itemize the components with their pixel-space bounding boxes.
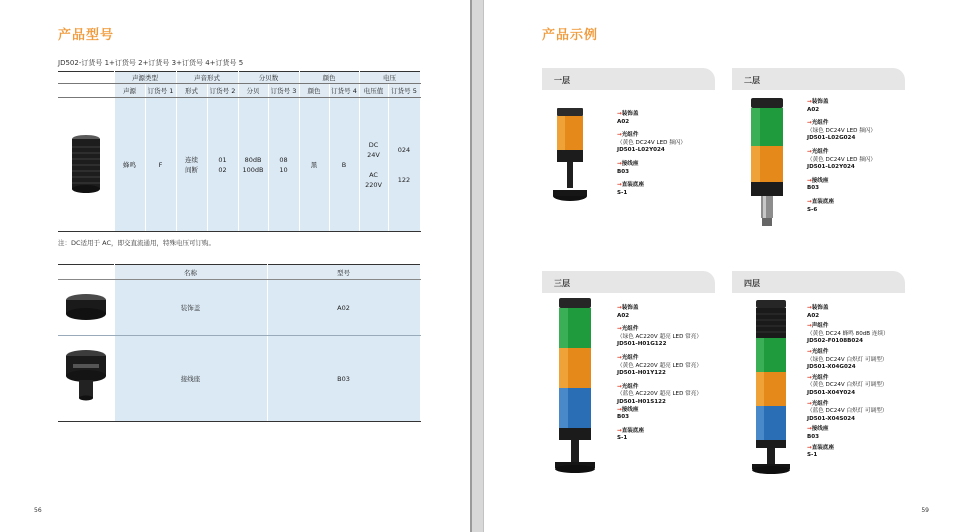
cell-color: 黑 [299,98,329,232]
arrow-icon: → [807,198,812,205]
group-header-voltage: 电压 [359,72,420,84]
description-line: （绿色 DC24V LED 频闪） [807,127,877,134]
description-line: JD501-X04S024 [807,415,856,422]
component-name: 光组件 [621,354,639,361]
arrow-icon: → [807,400,812,407]
description-line: JD502-F0108B024 [807,338,864,345]
cell-source: 蜂鸣 [114,98,145,232]
accessory-table [58,264,421,422]
cell-decibel [238,98,268,232]
arrow-icon: → [807,348,812,355]
buzzer-module-image [58,98,114,232]
voltage-ac: AC [369,170,378,179]
code2-value-2: 02 [218,165,227,174]
arrow-icon: → [617,427,622,434]
component-name: 光组件 [811,120,829,127]
description-line: （蓝色 AC220V 超亮 LED 常亮） [617,391,702,398]
description-line [617,326,702,334]
spec-image-header [58,72,114,84]
arrow-icon: → [807,99,812,105]
panel-tab-three-tier: 三层 [542,271,715,293]
component-name: 直装底座 [811,444,835,451]
description-line: B03 [617,168,630,175]
component-name: 光组件 [621,326,639,333]
description-line [617,182,686,190]
description-line: （绿色 DC24V 白炽灯 可调型） [807,356,888,363]
description-line: B03 [617,414,630,421]
cell-code5 [388,98,420,232]
decorative-cap-image [58,280,114,336]
group-header-color: 颜色 [299,72,359,84]
description-line: A02 [617,312,630,319]
panel-four-description [807,305,889,460]
signal-tower-image [546,108,596,208]
page-number-left: 56 [34,507,42,514]
description-line [807,149,876,157]
description-line [807,178,876,186]
description-line: A02 [807,106,820,113]
group-header-source-type: 声源类型 [114,72,176,84]
description-line [617,355,702,363]
subheader-source: 声源 [114,84,145,98]
component-name: 光组件 [621,383,639,390]
arrow-icon: → [617,305,622,311]
panel-one-description [617,111,686,197]
arrow-icon: → [617,326,622,333]
product-example-title: 产品示例 [542,28,599,43]
signal-tower-image [742,98,792,230]
description-line: （黄色 DC24V LED 频闪） [617,139,687,146]
panel-three-description [617,305,702,443]
arrow-icon: → [807,177,812,184]
description-line [807,120,876,128]
cell-code4: B [329,98,359,232]
subheader-code3: 订货号 3 [268,84,299,98]
arrow-icon: → [617,182,622,189]
subheader-form: 形式 [176,84,207,98]
component-name: 光组件 [811,400,829,407]
description-line: JD501-H01S122 [617,398,666,405]
right-page [484,0,963,532]
description-line [807,323,889,331]
component-name: 装饰盖 [621,111,639,117]
arrow-icon: → [617,354,622,361]
form-continuous: 连续 [185,155,198,164]
description-line [617,407,702,415]
accessory-header-model: 型号 [267,265,420,280]
code3-value-1: 08 [279,155,288,164]
spec-table [58,71,421,232]
description-line: （黄色 AC220V 超亮 LED 常亮） [617,362,702,369]
code5-value-1: 024 [397,145,411,154]
component-name: 接线座 [621,160,639,167]
accessory-name: 接线座 [114,336,267,422]
description-line: JD501-X04Y024 [807,389,856,396]
subheader-decibel: 分贝 [238,84,268,98]
form-intermittent: 间断 [185,165,198,174]
accessory-model: A02 [267,280,420,336]
left-page [0,0,470,532]
description-line: JD501-L02Y024 [807,164,855,171]
description-line [807,349,889,357]
cell-code3 [268,98,299,232]
code2-value-1: 01 [218,155,227,164]
description-line [617,428,702,436]
cell-code2 [207,98,238,232]
component-name: 装饰盖 [621,305,639,311]
decibel-value-1: 80dB [244,155,262,164]
description-line: S-1 [617,189,628,196]
description-line: JD501-H01G122 [617,341,667,348]
component-name: 直装底座 [621,427,645,434]
arrow-icon: → [807,444,812,451]
subheader-color: 颜色 [299,84,329,98]
description-line: （黄色 DC24 蜂鸣 80dB 连续） [807,330,889,337]
component-name: 直装底座 [811,198,835,205]
component-name: 接线座 [811,177,829,184]
description-line: A02 [807,312,820,319]
cell-form [176,98,207,232]
code5-value-2: 122 [397,175,411,184]
description-line: B03 [807,185,820,192]
component-name: 声组件 [811,323,829,330]
description-line: （黄色 DC24V LED 频闪） [807,156,877,163]
component-name: 装饰盖 [811,305,829,311]
description-line [617,132,686,140]
subheader-code4: 订货号 4 [329,84,359,98]
order-code-formula: JD502-订货号 1+订货号 2+订货号 3+订货号 4+订货号 5 [58,59,244,67]
description-line: JD501-L02G024 [807,135,856,142]
arrow-icon: → [617,160,622,167]
component-name: 直装底座 [621,182,645,189]
arrow-icon: → [617,406,622,413]
component-name: 接线座 [621,406,639,413]
description-line [807,99,876,107]
arrow-icon: → [807,426,812,433]
description-line: S-1 [807,452,818,459]
description-line [807,445,889,453]
arrow-icon: → [807,120,812,127]
subheader-code5: 订货号 5 [388,84,420,98]
table-row [58,280,420,336]
group-header-decibel: 分贝数 [238,72,299,84]
panel-tab-one-tier: 一层 [542,68,715,90]
description-line [807,305,889,313]
component-name: 装饰盖 [811,99,829,105]
arrow-icon: → [617,132,622,139]
voltage-24v: 24V [367,150,380,159]
description-line: JD501-H01Y122 [617,370,666,377]
table-row [58,336,420,422]
component-name: 光组件 [811,374,829,381]
description-line: S-1 [617,435,628,442]
description-line [617,305,702,313]
subheader-code2: 订货号 2 [207,84,238,98]
arrow-icon: → [617,111,622,117]
accessory-header-name: 名称 [114,265,267,280]
component-name: 接线座 [811,426,829,433]
panel-tab-two-tier: 二层 [732,68,905,90]
page-number-right: 59 [921,507,929,514]
accessory-name: 装饰盖 [114,280,267,336]
description-line [807,401,889,409]
description-line [617,111,686,119]
description-line [807,426,889,434]
signal-tower-image [550,298,600,476]
code3-value-2: 10 [279,165,288,174]
group-header-sound-form: 声音形式 [176,72,238,84]
spec-image-subheader [58,84,114,98]
description-line: S-6 [807,206,818,213]
description-line: JD501-L02Y024 [617,147,665,154]
terminal-base-image [58,336,114,422]
arrow-icon: → [807,374,812,381]
panel-tab-four-tier: 四层 [732,271,905,293]
description-line: JD501-X04G024 [807,364,856,371]
subheader-code1: 订货号 1 [145,84,176,98]
arrow-icon: → [617,383,622,390]
accessory-model: B03 [267,336,420,422]
component-name: 光组件 [811,348,829,355]
subheader-voltage-value: 电压值 [359,84,388,98]
description-line: （黄色 DC24V 白炽灯 可调型） [807,382,888,389]
arrow-icon: → [807,323,812,330]
book-spine [470,0,484,532]
signal-tower-image [746,300,796,476]
voltage-note: 注：DC适用于 AC，即交直流通用，特殊电压可订购。 [58,239,215,247]
description-line [807,199,876,207]
voltage-220v: 220V [365,180,382,189]
description-line: B03 [807,433,820,440]
voltage-dc: DC [368,140,379,149]
product-model-title: 产品型号 [58,28,115,43]
accessory-image-header [58,265,114,280]
cell-voltage [359,98,388,232]
arrow-icon: → [807,148,812,155]
component-name: 光组件 [811,148,829,155]
description-line [617,161,686,169]
decibel-value-2: 100dB [242,165,264,174]
description-line: （蓝色 DC24V 白炽灯 可调型） [807,408,888,415]
cell-code1: F [145,98,176,232]
component-name: 光组件 [621,132,639,139]
description-line: A02 [617,118,630,125]
description-line: （绿色 AC220V 超亮 LED 常亮） [617,333,702,340]
arrow-icon: → [807,305,812,311]
panel-two-description [807,99,876,214]
